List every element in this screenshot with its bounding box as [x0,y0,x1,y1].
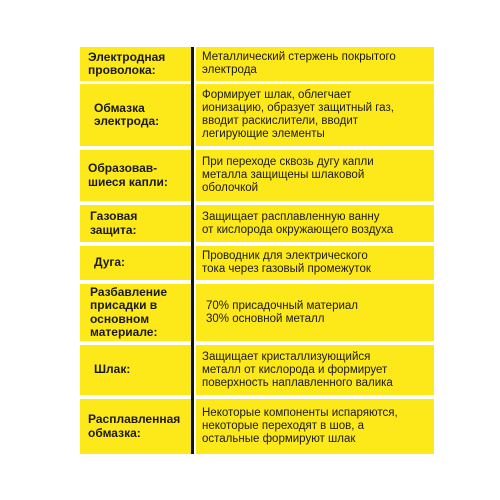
row-label [80,84,191,146]
row-label [80,47,191,81]
row-label-line: Образовав- [88,161,158,175]
row-value-line: металла защищены шлаковой [202,169,365,181]
row-label-line: защита: [90,222,137,237]
row-value-line: поверхность наплавленного валика [202,376,393,389]
row-label-line: Шлак: [94,362,131,377]
row-label-line: Электродная [88,49,166,64]
table-row [0,205,500,242]
row-value [196,399,434,454]
row-value-line: Защищает кристаллизующийся [202,350,371,363]
row-value-line: 70% присадочный материал [206,299,358,312]
row-label-line: Обмазка [94,100,145,115]
row-label-line: основном [90,311,150,326]
table-row [0,345,500,395]
row-label-line: шиеся капли: [88,174,168,189]
row-label-line: электрода: [94,114,160,128]
row-value-line: При переходе сквозь дугу капли [202,156,374,168]
row-label-line: Расплавленная [88,412,181,426]
row-value-line: оболочкой [202,182,259,194]
row-value-line: вводит раскислители, вводит [202,115,359,127]
row-value-line: тока через газовый промежуток [202,263,371,275]
table-row [0,84,500,146]
row-value [196,47,434,81]
row-value-line: Защищает расплавленную ванну [202,210,380,223]
row-value [196,246,434,280]
table-row [0,47,500,81]
row-value-line: от кислорода окружающего воздуха [202,223,394,236]
row-value-line: Формирует шлак, облегчает [202,89,352,101]
row-label-line: материале: [90,325,158,339]
row-label-line: Разбавление [90,284,168,299]
row-label-line: Газовая [90,209,138,223]
row-value-line: ионизацию, образует защитный газ, [202,102,394,114]
row-value-line: металл от кислорода и формирует [202,363,388,376]
row-value-line: остальные формируют шлак [202,433,356,445]
row-value [196,284,434,341]
row-label [80,246,191,280]
row-label-line: Дуга: [94,255,126,270]
row-value-line: некоторые переходят в шов, а [202,420,364,432]
table-row [0,246,500,280]
row-value-line: электрода [202,64,257,76]
row-value-line: легирующие элементы [202,128,325,140]
row-value-line: Проводник для электрического [202,250,368,262]
row-label-line: присадки в [90,298,158,312]
row-value-line: 30% основной металл [206,312,325,325]
row-value-line: Некоторые компоненты испаряются, [202,407,398,419]
table-row [0,150,500,201]
row-value [196,205,434,242]
table-row [0,399,500,454]
row-label [80,399,191,454]
row-label [80,345,191,395]
row-value-line: Металлический стержень покрытого [202,51,396,63]
row-value [196,150,434,201]
row-value [196,345,434,395]
row-label [80,150,191,201]
row-label-line: проволока: [88,63,156,77]
row-label-line: обмазка: [88,425,141,440]
column-divider [191,47,194,454]
row-label [80,284,191,341]
row-label [80,205,191,242]
row-value [196,84,434,146]
table-row [0,284,500,341]
